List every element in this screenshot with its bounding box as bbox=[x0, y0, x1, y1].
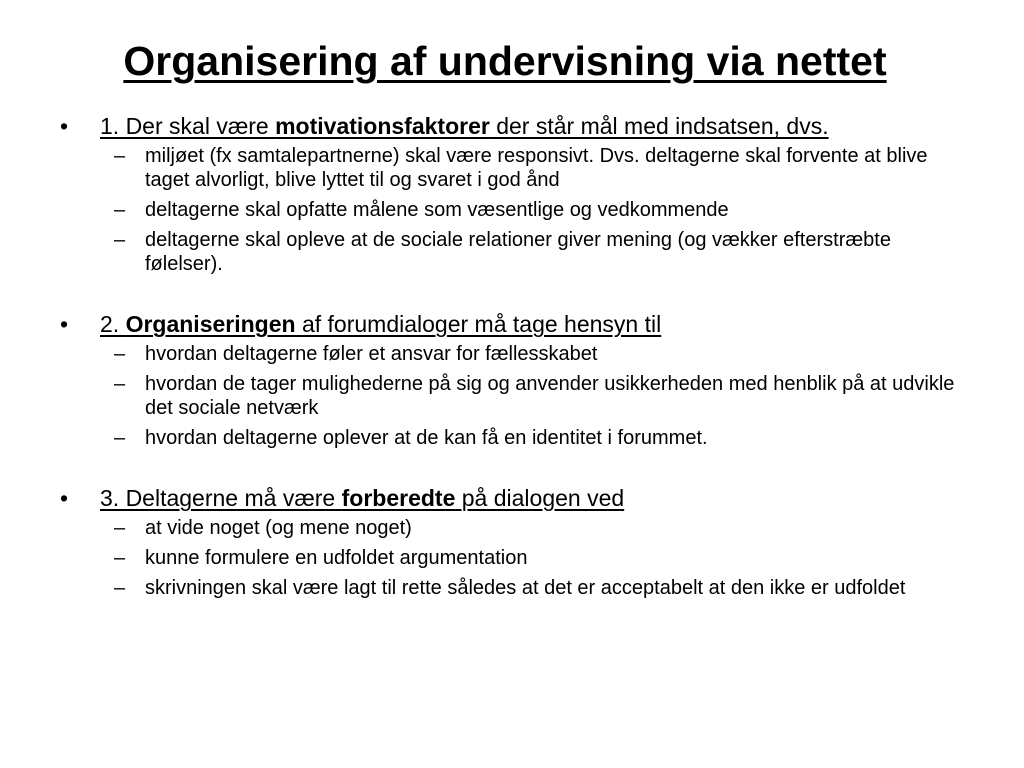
sub-item bbox=[60, 576, 960, 600]
bullet-item-1-bold: motivationsfaktorer bbox=[275, 113, 490, 139]
slide-content bbox=[60, 112, 960, 606]
dash-icon: – bbox=[114, 199, 126, 221]
bullet-item-3-text bbox=[100, 485, 624, 511]
bullet-item-2-bold: Organiseringen bbox=[125, 311, 296, 337]
sub-item-text: hvordan de tager mulighederne på sig og anvender usikkerheden med henblik på at udvikle det sociale netværk bbox=[145, 373, 955, 419]
bullet-item-1-post: der står mål med indsatsen, dvs. bbox=[489, 113, 829, 139]
sublist-2 bbox=[60, 342, 960, 450]
sub-item bbox=[60, 342, 960, 366]
sub-item-text: at vide noget (og mene noget) bbox=[145, 517, 412, 539]
bullet-icon: • bbox=[60, 311, 69, 337]
bullet-item-3-post: på dialogen ved bbox=[455, 485, 625, 511]
slide-title: Organisering af undervisning via nettet bbox=[123, 38, 887, 84]
sublist-3 bbox=[60, 516, 960, 600]
sub-item bbox=[60, 198, 960, 222]
sub-item bbox=[60, 546, 960, 570]
sub-item bbox=[60, 516, 960, 540]
sub-item-text: hvordan deltagerne føler et ansvar for fællesskabet bbox=[145, 343, 598, 365]
bullet-item-3-pre: 3. Deltagerne må være bbox=[100, 485, 342, 511]
dash-icon: – bbox=[114, 427, 126, 449]
bullet-item-2-text bbox=[100, 311, 661, 337]
sub-item-text: miljøet (fx samtalepartnerne) skal være responsivt. Dvs. deltagerne skal forvente at blive taget alvorligt, blive lyttet til og svaret i god ånd bbox=[145, 145, 928, 191]
bullet-icon: • bbox=[60, 485, 69, 511]
sub-item bbox=[60, 426, 960, 450]
bullet-item-1 bbox=[60, 112, 960, 140]
bullet-item-1-pre: 1. Der skal være bbox=[100, 113, 276, 139]
bullet-item-2-pre: 2. bbox=[100, 311, 126, 337]
dash-icon: – bbox=[114, 229, 126, 251]
dash-icon: – bbox=[114, 373, 126, 395]
bullet-item-2 bbox=[60, 310, 960, 338]
bullet-item-2-post: af forumdialoger må tage hensyn til bbox=[295, 311, 662, 337]
sub-item bbox=[60, 144, 960, 192]
dash-icon: – bbox=[114, 577, 126, 599]
sub-item-text: deltagerne skal opfatte målene som væsentlige og vedkommende bbox=[145, 199, 729, 221]
sub-item bbox=[60, 372, 960, 420]
dash-icon: – bbox=[114, 343, 126, 365]
bullet-item-3 bbox=[60, 484, 960, 512]
bullet-item-3-bold: forberedte bbox=[341, 485, 456, 511]
sub-item bbox=[60, 228, 960, 276]
sub-item-text: kunne formulere en udfoldet argumentation bbox=[145, 547, 528, 569]
sub-item-text: skrivningen skal være lagt til rette således at det er acceptabelt at den ikke er udfoldet bbox=[145, 577, 906, 599]
dash-icon: – bbox=[114, 145, 126, 167]
sub-item-text: deltagerne skal opleve at de sociale relationer giver mening (og vækker efterstræbte følelser). bbox=[145, 229, 891, 275]
bullet-item-1-text bbox=[100, 113, 829, 139]
dash-icon: – bbox=[114, 547, 126, 569]
bullet-icon: • bbox=[60, 113, 69, 139]
dash-icon: – bbox=[114, 517, 126, 539]
sub-item-text: hvordan deltagerne oplever at de kan få en identitet i forummet. bbox=[145, 427, 708, 449]
sublist-1 bbox=[60, 144, 960, 276]
